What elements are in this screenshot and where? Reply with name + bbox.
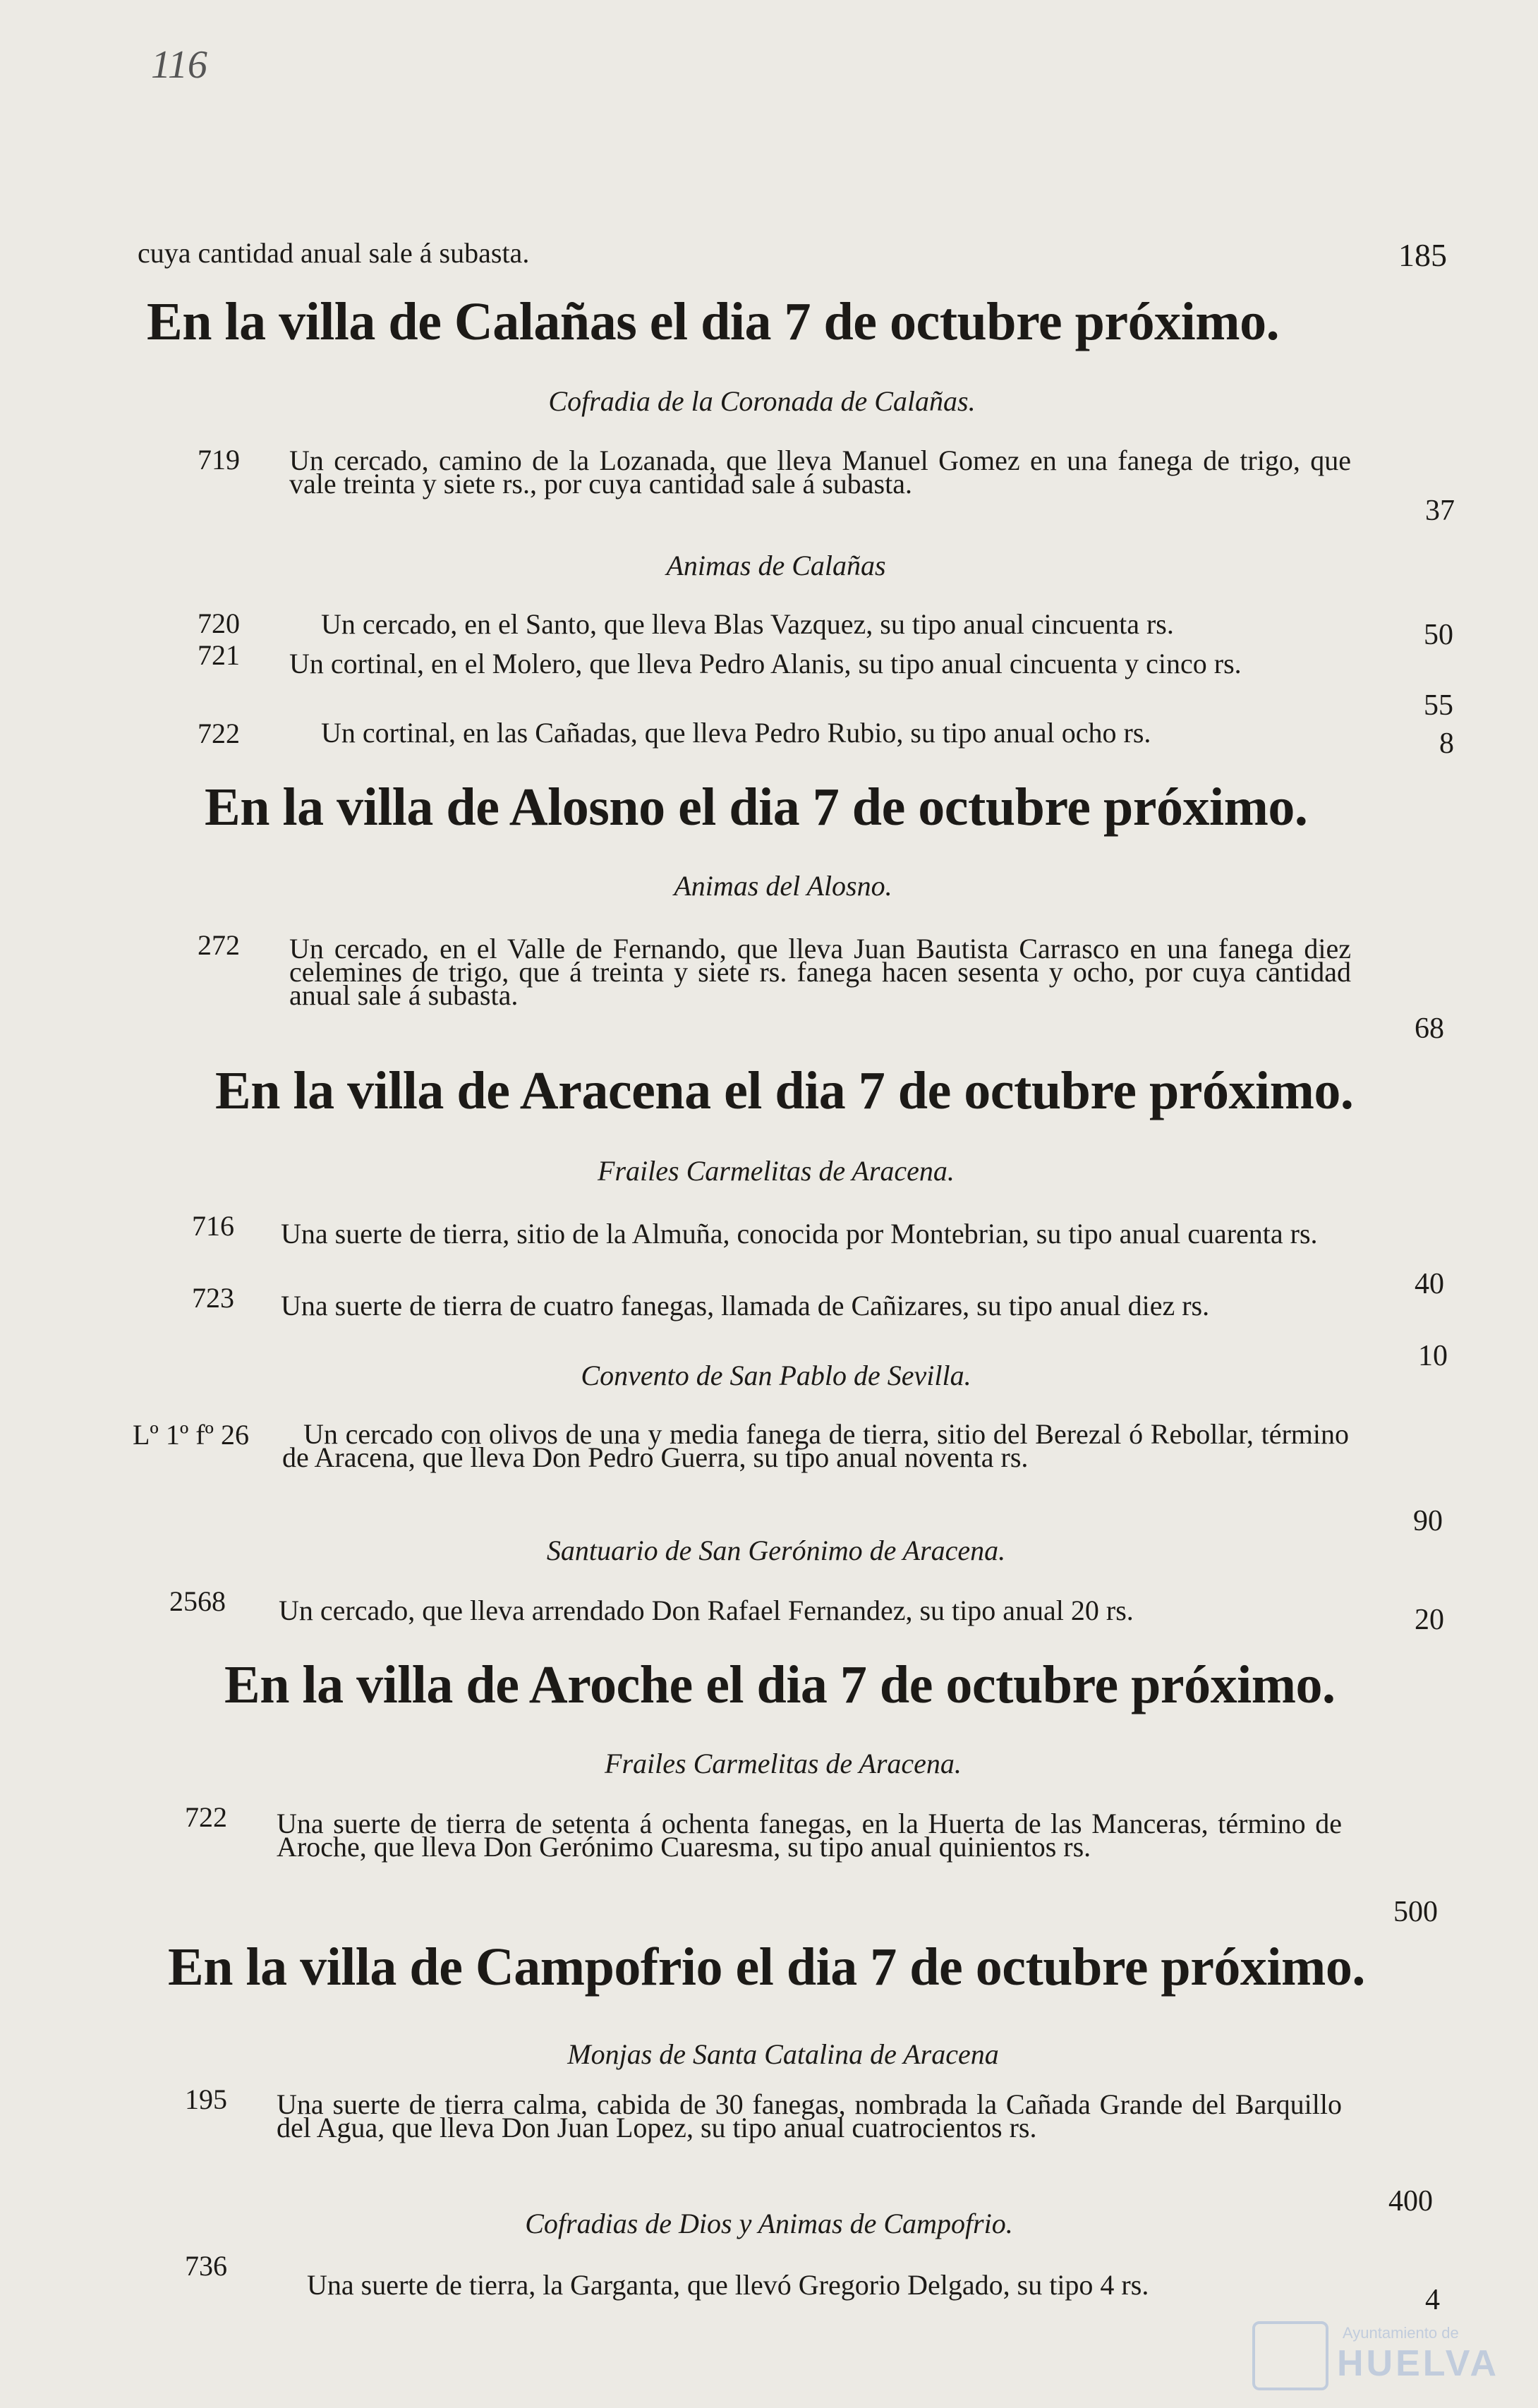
group-title: Frailes Carmelitas de Aracena. <box>605 1748 962 1779</box>
entry-value: 50 <box>1424 619 1453 651</box>
entry-value: 8 <box>1439 727 1454 760</box>
entry-text: Un cortinal, en el Molero, que lleva Pedro Alanis, su tipo anual cincuenta y cinco rs. <box>289 648 1242 679</box>
group-title: Animas de Calañas <box>666 550 886 581</box>
entry-value: 40 <box>1415 1268 1444 1300</box>
entry-text: Un cortinal, en las Cañadas, que lleva Pedro Rubio, su tipo anual ocho rs. <box>321 717 1151 749</box>
entry-number: 736 <box>185 2250 227 2282</box>
entry-text: Un cercado, en el Santo, que lleva Blas Vazquez, su tipo anual cincuenta rs. <box>321 608 1174 640</box>
group-title: Frailes Carmelitas de Aracena. <box>598 1155 955 1187</box>
entry-number: 723 <box>192 1282 234 1314</box>
watermark-small: Ayuntamiento de <box>1343 2324 1459 2342</box>
section-heading-aracena: En la villa de Aracena el dia 7 de octubre próximo. <box>215 1061 1354 1120</box>
group-title: Convento de San Pablo de Sevilla. <box>581 1360 971 1391</box>
section-heading-aroche: En la villa de Aroche el dia 7 de octubre próximo. <box>224 1655 1336 1714</box>
entry-value: 90 <box>1413 1505 1443 1537</box>
entry-text: Una suerte de tierra de cuatro fanegas, llamada de Cañizares, su tipo anual diez rs. <box>281 1290 1210 1321</box>
entry-value: 400 <box>1388 2185 1433 2218</box>
entry-number: Lº 1º fº 26 <box>133 1419 249 1451</box>
entry-value: 68 <box>1415 1012 1444 1045</box>
entry-number: 722 <box>185 1801 227 1833</box>
entry-text: Un cercado con olivos de una y media fanega de tierra, sitio del Berezal ó Rebollar, término de Aracena, que lleva Don Pedro Guerra, su tipo anual noventa rs. <box>282 1418 1349 1473</box>
entry-value: 55 <box>1424 689 1453 722</box>
entry-number: 720 <box>198 607 240 639</box>
section-heading-alosno: En la villa de Alosno el dia 7 de octubre próximo. <box>205 778 1308 837</box>
entry-number: 716 <box>192 1210 234 1242</box>
entry-value: 37 <box>1425 495 1455 527</box>
entry-text: Un cercado, en el Valle de Fernando, que lleva Juan Bautista Carrasco en una fanega diez celemines de trigo, que á treinta y siete rs. fanega hacen sesenta y ocho, por cuya cantidad anual sale á subasta. <box>289 933 1351 1011</box>
group-title: Cofradias de Dios y Animas de Campofrio. <box>525 2208 1013 2239</box>
continuation-line: cuya cantidad anual sale á subasta. <box>138 237 530 269</box>
section-heading-campofrio: En la villa de Campofrio el dia 7 de octubre próximo. <box>168 1937 1365 1997</box>
group-title: Animas del Alosno. <box>674 870 892 902</box>
entry-number: 722 <box>198 718 240 749</box>
entry-text: Una suerte de tierra, sitio de la Almuña, conocida por Montebrian, su tipo anual cuarenta rs. <box>281 1218 1318 1250</box>
entry-value: 4 <box>1425 2284 1440 2316</box>
entry-text: Un cercado, que lleva arrendado Don Rafael Fernandez, su tipo anual 20 rs. <box>279 1595 1134 1626</box>
entry-value: 20 <box>1415 1604 1444 1636</box>
entry-text: Una suerte de tierra, la Garganta, que llevó Gregorio Delgado, su tipo 4 rs. <box>307 2269 1149 2301</box>
page-number: 185 <box>1398 237 1447 273</box>
entry-text: Una suerte de tierra calma, cabida de 30 fanegas, nombrada la Cañada Grande del Barquillo del Agua, que lleva Don Juan Lopez, su tipo anual cuatrocientos rs. <box>277 2088 1342 2143</box>
archive-watermark <box>1252 2321 1500 2385</box>
group-title: Cofradia de la Coronada de Calañas. <box>548 385 976 417</box>
entry-value: 10 <box>1418 1340 1448 1372</box>
entry-text: Un cercado, camino de la Lozanada, que lleva Manuel Gomez en una fanega de trigo, que vale treinta y siete rs., por cuya cantidad sale á subasta. <box>289 444 1351 500</box>
group-title: Monjas de Santa Catalina de Aracena <box>567 2038 999 2070</box>
entry-text: Una suerte de tierra de setenta á ochenta fanegas, en la Huerta de las Manceras, término de Aroche, que lleva Don Gerónimo Cuaresma, su tipo anual quinientos rs. <box>277 1808 1342 1863</box>
watermark-big: HUELVA <box>1337 2343 1500 2384</box>
crest-icon <box>1252 2321 1328 2390</box>
margin-note: 116 <box>151 43 207 87</box>
entry-value: 500 <box>1393 1896 1438 1928</box>
entry-number: 721 <box>198 639 240 671</box>
entry-number: 272 <box>198 929 240 961</box>
section-heading-calanas: En la villa de Calañas el dia 7 de octubre próximo. <box>147 292 1280 351</box>
group-title: Santuario de San Gerónimo de Aracena. <box>546 1535 1006 1566</box>
entry-number: 719 <box>198 444 240 476</box>
entry-number: 195 <box>185 2083 227 2115</box>
entry-number: 2568 <box>169 1585 226 1617</box>
